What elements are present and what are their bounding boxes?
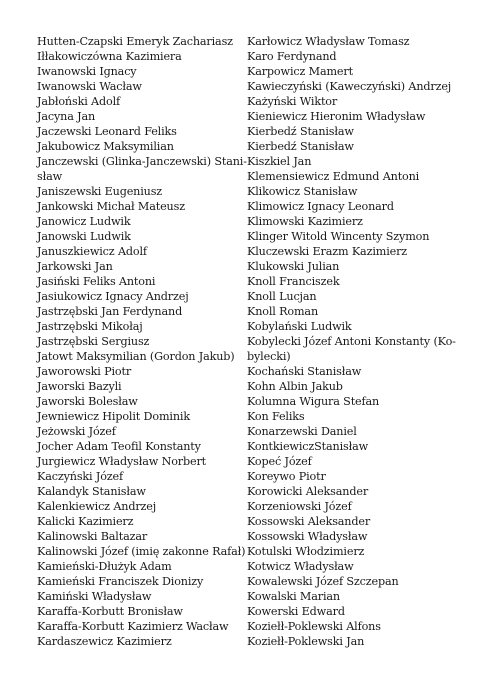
name-entry: Knoll Lucjan bbox=[247, 290, 317, 303]
name-entry: Hutten-Czapski Emeryk Zachariasz bbox=[37, 35, 233, 48]
name-entry: Karłowicz Władysław Tomasz bbox=[247, 35, 410, 48]
name-entry: Jaworski Bolesław bbox=[37, 395, 138, 408]
name-entry: Kalinowski Józef (imię zakonne Rafał) bbox=[37, 545, 246, 558]
name-entry: Iłłakowiczówna Kazimiera bbox=[37, 50, 182, 63]
name-entry: Kiszkiel Jan bbox=[247, 155, 312, 168]
name-entry: Kobylański Ludwik bbox=[247, 320, 352, 333]
name-entry: Klimowski Kazimierz bbox=[247, 215, 363, 228]
name-entry: Kon Feliks bbox=[247, 410, 305, 423]
name-entry: Kalinowski Baltazar bbox=[37, 530, 148, 543]
name-entry: Kowalski Marian bbox=[247, 590, 340, 603]
name-entry: Korzeniowski Józef bbox=[247, 500, 352, 513]
name-entry: Konarzewski Daniel bbox=[247, 425, 357, 438]
name-entry: Janowicz Ludwik bbox=[37, 215, 131, 228]
name-entry: Jakubowicz Maksymilian bbox=[37, 140, 174, 153]
name-entry: Klimowicz Ignacy Leonard bbox=[247, 200, 394, 213]
name-entry: Kalicki Kazimierz bbox=[37, 515, 134, 528]
name-entry: Jastrzębski Sergiusz bbox=[37, 335, 150, 348]
left-name-column bbox=[37, 34, 247, 649]
name-entry: Iwanowski Ignacy bbox=[37, 65, 137, 78]
name-entry: Karaffa-Korbutt Kazimierz Wacław bbox=[37, 620, 229, 633]
name-entry: KontkiewiczStanisław bbox=[247, 440, 369, 453]
name-entry: Kawieczyński (Kaweczyński) Andrzej bbox=[247, 80, 452, 93]
name-entry: Jankowski Michał Mateusz bbox=[37, 200, 185, 213]
name-entry: Kossowski Władysław bbox=[247, 530, 368, 543]
name-entry: Kolumna Wigura Stefan bbox=[247, 395, 380, 408]
name-entry: Jurgiewicz Władysław Norbert bbox=[37, 455, 207, 468]
name-entry: Kluczewski Erazm Kazimierz bbox=[247, 245, 408, 258]
name-entry: Klemensiewicz Edmund Antoni bbox=[247, 170, 420, 183]
name-entry: Kopeć Józef bbox=[247, 455, 312, 468]
right-name-column bbox=[247, 34, 456, 649]
name-entry: Kobylecki Józef Antoni Konstanty (Ko- bbox=[247, 335, 456, 348]
name-entry: Jocher Adam Teofil Konstanty bbox=[37, 440, 201, 453]
name-entry: Kierbedź Stanisław bbox=[247, 140, 354, 153]
name-entry: Jatowt Maksymilian (Gordon Jakub) bbox=[37, 350, 235, 363]
name-entry: Kaczyński Józef bbox=[37, 470, 123, 483]
name-entry: Kotulski Włodzimierz bbox=[247, 545, 365, 558]
name-entry: Kalandyk Stanisław bbox=[37, 485, 146, 498]
name-entry: Kamieński Franciszek Dionizy bbox=[37, 575, 204, 588]
name-entry: Kalenkiewicz Andrzej bbox=[37, 500, 157, 513]
name-entry: Kowalewski Józef Szczepan bbox=[247, 575, 399, 588]
name-entry: Kieniewicz Hieronim Władysław bbox=[247, 110, 426, 123]
name-entry: Janczewski (Glinka-Janczewski) Stani- bbox=[37, 155, 247, 168]
name-entry: Jaworowski Piotr bbox=[37, 365, 132, 378]
name-entry: Jasiński Feliks Antoni bbox=[37, 275, 156, 288]
name-entry: Klukowski Julian bbox=[247, 260, 340, 273]
name-entry: Jastrzębski Mikołaj bbox=[37, 320, 143, 333]
name-entry: Kamiński Władysław bbox=[37, 590, 152, 603]
name-entry: Jewniewicz Hipolit Dominik bbox=[37, 410, 190, 423]
name-entry: Kardaszewicz Kazimierz bbox=[37, 635, 172, 648]
name-entry: Knoll Roman bbox=[247, 305, 319, 318]
name-entry: Jabłoński Adolf bbox=[37, 95, 120, 108]
name-entry: Kossowski Aleksander bbox=[247, 515, 371, 528]
name-entry: Karo Ferdynand bbox=[247, 50, 337, 63]
name-entry: Januszkiewicz Adolf bbox=[37, 245, 147, 258]
name-entry: Karaffa-Korbutt Bronisław bbox=[37, 605, 183, 618]
name-entry: Iwanowski Wacław bbox=[37, 80, 142, 93]
name-entry: Jacyna Jan bbox=[37, 110, 96, 123]
name-entry: Janowski Ludwik bbox=[37, 230, 131, 243]
name-entry: Jarkowski Jan bbox=[37, 260, 113, 273]
name-entry: Kochański Stanisław bbox=[247, 365, 362, 378]
name-entry: Kierbedź Stanisław bbox=[247, 125, 354, 138]
name-entry: Jeżowski Józef bbox=[37, 425, 116, 438]
name-entry: Jasiukowicz Ignacy Andrzej bbox=[37, 290, 189, 303]
name-entry: Jaczewski Leonard Feliks bbox=[37, 125, 177, 138]
name-entry: Kohn Albin Jakub bbox=[247, 380, 343, 393]
name-entry: Koziełł-Poklewski Jan bbox=[247, 635, 365, 648]
name-entry: Koreywo Piotr bbox=[247, 470, 326, 483]
name-entry: Kamieński-Dłużyk Adam bbox=[37, 560, 172, 573]
name-entry: Kotwicz Władysław bbox=[247, 560, 354, 573]
name-entry: Klinger Witold Wincenty Szymon bbox=[247, 230, 430, 243]
name-entry: Jastrzębski Jan Ferdynand bbox=[37, 305, 183, 318]
name-entry: Jaworski Bazyli bbox=[37, 380, 122, 393]
name-entry: Knoll Franciszek bbox=[247, 275, 340, 288]
name-entry: Karpowicz Mamert bbox=[247, 65, 353, 78]
name-entry: Każyński Wiktor bbox=[247, 95, 338, 108]
name-entry: Janiszewski Eugeniusz bbox=[37, 185, 163, 198]
name-entry: Kowerski Edward bbox=[247, 605, 345, 618]
name-entry: sław bbox=[37, 170, 63, 183]
name-entry: Koziełł-Poklewski Alfons bbox=[247, 620, 381, 633]
name-entry: bylecki) bbox=[247, 350, 291, 363]
name-entry: Korowicki Aleksander bbox=[247, 485, 369, 498]
name-entry: Klikowicz Stanisław bbox=[247, 185, 358, 198]
